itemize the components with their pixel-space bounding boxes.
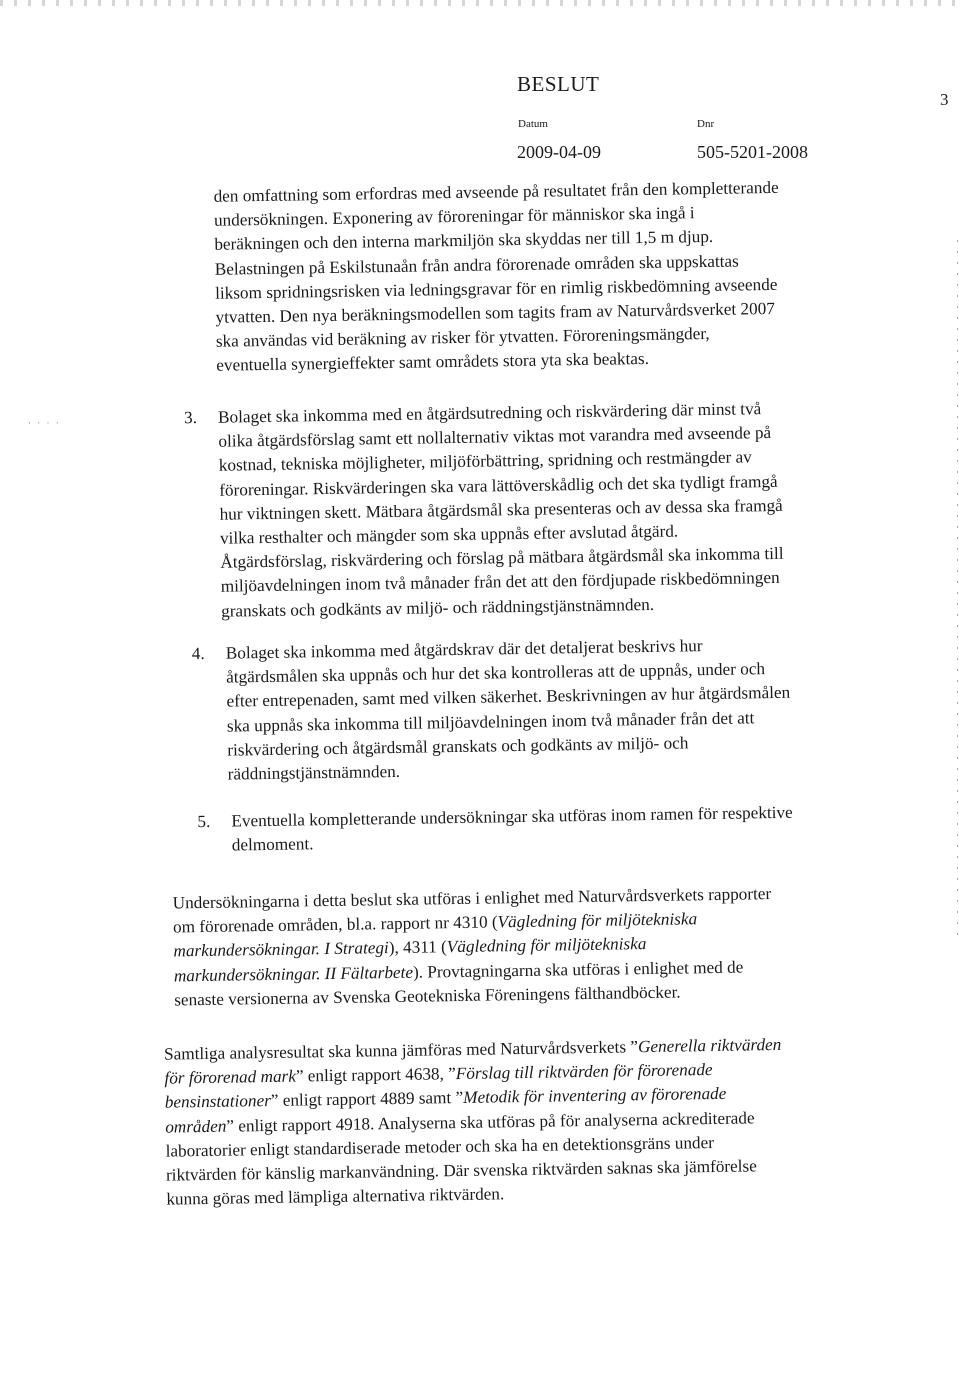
text-line: ytvatten. Den nya beräkningsmodellen som tagits fram av Naturvårdsverket 2007 <box>215 298 776 327</box>
text-line: föroreningar. Riskvärderingen ska vara lättöverskådlig och det ska tydligt framgå <box>219 471 778 500</box>
text-line: Bolaget ska inkomma med åtgärdskrav där det detaljerat beskrivs hur <box>225 636 703 663</box>
text-line: åtgärdsmålen ska uppnås och hur det ska kontrolleras att de uppnås, under och <box>226 659 766 687</box>
page-number: 3 <box>940 90 949 109</box>
text-segment: laboratorier enligt standardiserade metoder och ska ha en detektionsgräns under <box>165 1132 715 1161</box>
text-line: kostnad, tekniska möjligheter, miljöförbättring, spridning och restmängder av <box>218 447 752 476</box>
text-segment: Undersökningarna i detta beslut ska utföras i enlighet med Naturvårdsverkets rapporter <box>172 884 772 913</box>
dnr-value: 505-5201-2008 <box>697 142 808 162</box>
text-segment: ” enligt rapport 4638, ” <box>295 1064 456 1086</box>
scan-noise: · · · · <box>28 418 61 428</box>
italic-title: Generella riktvärden <box>637 1034 782 1057</box>
intro-paragraph <box>213 176 781 378</box>
text-segment: ” enligt rapport 4889 samt ” <box>270 1088 464 1111</box>
text-line: beräkningen och den interna markmiljön ska skyddas ner till 1,5 m djup. <box>214 227 714 255</box>
text-line: olika åtgärdsförslag samt ett nollalternativ viktas mot varandra med avseende på <box>218 423 772 451</box>
text-line: ska användas vid beräkning av risker för ytvatten. Föroreningsmängder, <box>215 324 710 351</box>
text-segment: ), 4311 ( <box>388 937 447 958</box>
text-segment: riktvärden för känslig markanvändning. Där svenska riktvärden saknas ska jämförelse <box>165 1156 757 1185</box>
text-line: Eventuella kompletterande undersökningar ska utföras inom ramen för respektive <box>231 802 793 831</box>
text-line: räddningstjänstnämnden. <box>227 761 401 784</box>
text-line: eventuella synergieffekter samt områdets stora yta ska beaktas. <box>216 349 650 376</box>
text-line: delmoment. <box>231 834 314 855</box>
text-line: undersökningen. Exponering av föroreningar för människor ska ingå i <box>213 203 695 230</box>
text-line: Bolaget ska inkomma med en åtgärdsutredning och riskvärdering där minst två <box>217 399 762 427</box>
datum-label: Datum <box>518 118 548 130</box>
text-line: ska uppnås ska inkomma till miljöavdelningen inom två månader från det att <box>226 707 755 736</box>
italic-title: för förorenad mark <box>164 1066 297 1088</box>
italic-title: Metodik för inventering av förorenade <box>463 1084 727 1108</box>
list-item-4 <box>226 633 792 787</box>
text-segment: senaste versionerna av Svenska Geotekniska Föreningens fälthandböcker. <box>174 982 681 1010</box>
italic-title: Vägledning för miljötekniska <box>497 909 698 932</box>
text-line: Belastningen på Eskilstunaån från andra förorenade områden ska uppskattas <box>214 251 739 279</box>
list-item-number: 3. <box>183 408 198 428</box>
italic-title: Vägledning för miljötekniska <box>446 934 647 957</box>
list-item-number: 5. <box>197 811 211 832</box>
text-segment: Samtliga analysresultat ska kunna jämföras med Naturvårdsverkets ” <box>163 1037 639 1064</box>
text-line: miljöavdelningen inom två månader från det att den fördjupade riskbedömningen <box>220 568 780 597</box>
text-segment: kunna göras med lämpliga alternativa riktvärden. <box>166 1184 505 1209</box>
italic-title: bensinstationer <box>164 1091 271 1113</box>
document-title: BESLUT <box>517 72 600 96</box>
text-line: hur viktningen skett. Mätbara åtgärdsmål ska presenteras och av dessa ska framgå <box>219 495 783 524</box>
text-segment: ). Provtagningarna ska utföras i enlighet med de <box>412 957 744 982</box>
text-line: granskats och godkänts av miljö- och räddningstjänstnämnden. <box>220 594 655 621</box>
datum-value: 2009-04-09 <box>517 142 601 162</box>
italic-title: Förslag till riktvärden för förorenade <box>455 1060 713 1084</box>
text-segment: om förorenade områden, bl.a. rapport nr 4310 ( <box>172 912 498 937</box>
text-line: den omfattning som erfordras med avseende på resultatet från den kompletterande <box>213 177 779 206</box>
text-line: Åtgärdsförslag, riskvärdering och förslag på mätbara åtgärdsmål ska inkomma till <box>220 544 784 572</box>
italic-title: områden <box>165 1116 227 1137</box>
list-item-5 <box>231 801 793 858</box>
dnr-label: Dnr <box>697 118 715 130</box>
list-item-number: 4. <box>191 643 205 664</box>
text-line: vilka resthalter och mängder som ska uppnås efter avslutad åtgärd. <box>219 521 679 548</box>
list-item-3 <box>218 397 785 624</box>
italic-title: markundersökningar. II Fältarbete <box>173 962 414 986</box>
text-segment: ” enligt rapport 4918. Analyserna ska utföras på för analyserna ackrediterade <box>226 1107 755 1136</box>
reference-paragraph <box>173 882 773 1012</box>
text-line: liksom spridningsrisken via ledningsgravar för en rimlig riskbedömning avseende <box>214 274 778 303</box>
text-line: riskvärdering och åtgärdsmål granskats och godkänts av miljö- och <box>227 733 689 760</box>
italic-title: markundersökningar. I Strategi <box>173 938 389 961</box>
analysis-paragraph <box>164 1033 784 1212</box>
text-line: efter entrepenaden, samt med vilken säkerhet. Beskrivningen av hur åtgärdsmålen <box>226 683 791 712</box>
